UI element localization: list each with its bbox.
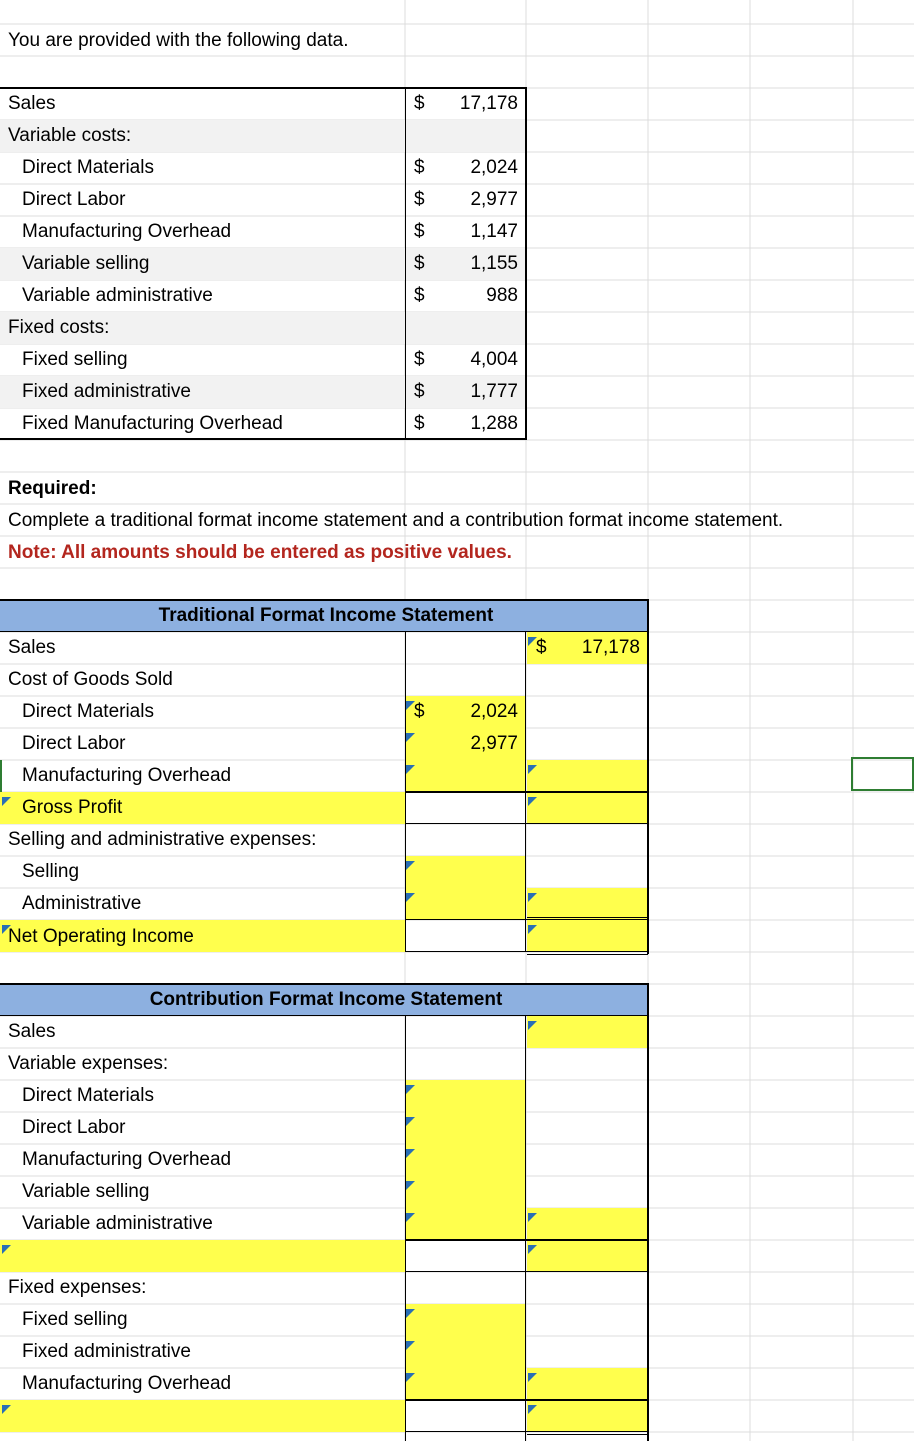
trad-cogs-label: Cost of Goods Sold (8, 669, 173, 690)
table-border (0, 438, 526, 440)
given-fixed-admin-value[interactable]: 1,777 (470, 381, 518, 402)
trad-sales-label: Sales (8, 637, 56, 658)
contrib-direct-labor-label: Direct Labor (22, 1117, 126, 1138)
given-direct-materials-value[interactable]: 2,024 (470, 157, 518, 178)
currency-symbol: $ (414, 189, 425, 210)
table-border (527, 917, 648, 918)
table-border (406, 951, 648, 952)
answer-cell[interactable] (406, 856, 525, 920)
answer-cell[interactable] (527, 1208, 647, 1240)
trad-direct-materials-value[interactable]: 2,024 (470, 701, 518, 722)
cell-dropdown-icon[interactable] (528, 765, 537, 774)
given-fixed-moh-label: Fixed Manufacturing Overhead (22, 413, 283, 434)
trad-selling-label: Selling (22, 861, 80, 882)
given-fixed-moh-value[interactable]: 1,288 (470, 413, 518, 434)
currency-symbol: $ (414, 93, 425, 114)
contrib-manufacturing-overhead-label: Manufacturing Overhead (22, 1149, 232, 1170)
trad-direct-labor-value[interactable]: 2,977 (470, 733, 518, 754)
table-border (525, 87, 527, 440)
given-manufacturing-overhead-label: Manufacturing Overhead (22, 221, 232, 242)
contrib-fixed-selling-label: Fixed selling (22, 1309, 128, 1330)
contrib-variable-admin-label: Variable administrative (22, 1213, 213, 1234)
currency-symbol: $ (414, 253, 425, 274)
currency-symbol: $ (414, 349, 425, 370)
given-fixed-admin-label: Fixed administrative (22, 381, 191, 402)
answer-cell[interactable] (527, 920, 647, 952)
cell-dropdown-icon[interactable] (2, 925, 11, 934)
cell-dropdown-icon[interactable] (406, 1341, 415, 1350)
answer-cell[interactable] (527, 1240, 647, 1272)
cell-dropdown-icon[interactable] (2, 797, 11, 806)
table-border (527, 1434, 648, 1435)
cell-dropdown-icon[interactable] (528, 1405, 537, 1414)
cell-dropdown-icon[interactable] (528, 1245, 537, 1254)
answer-cell[interactable] (0, 1240, 405, 1272)
table-border (405, 87, 406, 440)
table-border (0, 983, 648, 985)
table-border (406, 1431, 648, 1432)
currency-symbol: $ (414, 157, 425, 178)
table-border (406, 1271, 648, 1272)
table-border (406, 791, 648, 793)
trad-manufacturing-overhead-label: Manufacturing Overhead (22, 765, 232, 786)
selected-cell[interactable] (851, 757, 914, 791)
given-variable-costs-label: Variable costs: (8, 125, 132, 146)
answer-cell[interactable] (527, 888, 647, 920)
cell-dropdown-icon[interactable] (2, 1405, 11, 1414)
traditional-title: Traditional Format Income Statement (158, 605, 494, 626)
required-note: Note: All amounts should be entered as positive values. (8, 542, 512, 563)
cell-dropdown-icon[interactable] (528, 797, 537, 806)
cell-dropdown-icon[interactable] (406, 893, 415, 902)
trad-noi-label: Net Operating Income (8, 926, 194, 947)
required-instruction: Complete a traditional format income statement and a contribution format income statement. (8, 510, 784, 531)
currency-symbol: $ (414, 413, 425, 434)
answer-cell[interactable] (527, 1016, 647, 1048)
cell-dropdown-icon[interactable] (528, 1373, 537, 1382)
contrib-variable-expenses-label: Variable expenses: (8, 1053, 169, 1074)
answer-cell[interactable] (406, 1304, 525, 1400)
currency-symbol: $ (414, 381, 425, 402)
contribution-title: Contribution Format Income Statement (149, 989, 503, 1010)
cell-dropdown-icon[interactable] (406, 733, 415, 742)
cell-dropdown-icon[interactable] (528, 1213, 537, 1222)
answer-cell[interactable] (0, 1400, 405, 1432)
table-border (525, 1016, 526, 1441)
table-border (527, 954, 648, 955)
table-border (406, 823, 648, 824)
cell-dropdown-icon[interactable] (406, 1213, 415, 1222)
table-border (406, 1239, 648, 1241)
cell-dropdown-icon[interactable] (2, 1245, 11, 1254)
cell-dropdown-icon[interactable] (406, 1117, 415, 1126)
cell-dropdown-icon[interactable] (406, 1149, 415, 1158)
contrib-variable-selling-label: Variable selling (22, 1181, 150, 1202)
table-border (647, 599, 649, 954)
given-variable-admin-label: Variable administrative (22, 285, 213, 306)
contrib-fixed-expenses-label: Fixed expenses: (8, 1277, 147, 1298)
active-row-marker (0, 760, 2, 792)
contrib-direct-materials-label: Direct Materials (22, 1085, 154, 1106)
answer-cell[interactable] (527, 792, 647, 824)
answer-cell[interactable] (406, 1080, 525, 1240)
given-variable-selling-label: Variable selling (22, 253, 150, 274)
answer-cell[interactable] (527, 1400, 647, 1432)
cell-dropdown-icon[interactable] (528, 1021, 537, 1030)
trad-administrative-label: Administrative (22, 893, 142, 914)
given-direct-materials-label: Direct Materials (22, 157, 154, 178)
currency-symbol: $ (414, 285, 425, 306)
contrib-fixed-admin-label: Fixed administrative (22, 1341, 191, 1362)
cell-dropdown-icon[interactable] (406, 1309, 415, 1318)
contrib-fixed-moh-label: Manufacturing Overhead (22, 1373, 232, 1394)
trad-direct-labor-label: Direct Labor (22, 733, 126, 754)
currency-symbol: $ (536, 637, 547, 658)
cell-dropdown-icon[interactable] (528, 893, 537, 902)
given-variable-selling-value[interactable]: 1,155 (470, 253, 518, 274)
table-border (0, 631, 648, 632)
cell-dropdown-icon[interactable] (528, 925, 537, 934)
trad-sales-value[interactable]: 17,178 (581, 637, 640, 658)
table-border (0, 599, 648, 601)
table-border (0, 87, 526, 89)
cell-dropdown-icon[interactable] (406, 861, 415, 870)
currency-symbol: $ (414, 221, 425, 242)
cell-dropdown-icon[interactable] (406, 701, 415, 710)
given-variable-admin-value[interactable]: 988 (486, 285, 518, 306)
cell-dropdown-icon[interactable] (406, 1181, 415, 1190)
intro-text: You are provided with the following data. (8, 30, 349, 51)
contrib-sales-label: Sales (8, 1021, 56, 1042)
trad-sga-label: Selling and administrative expenses: (8, 829, 317, 850)
given-fixed-selling-label: Fixed selling (22, 349, 128, 370)
cell-dropdown-icon[interactable] (406, 1085, 415, 1094)
given-fixed-costs-label: Fixed costs: (8, 317, 110, 338)
given-fixed-selling-value[interactable]: 4,004 (470, 349, 518, 370)
trad-gross-profit-label: Gross Profit (22, 797, 123, 818)
cell-dropdown-icon[interactable] (406, 765, 415, 774)
table-border (406, 919, 648, 920)
trad-direct-materials-label: Direct Materials (22, 701, 154, 722)
given-sales-value[interactable]: 17,178 (459, 93, 518, 114)
table-border (647, 983, 649, 1441)
answer-cell[interactable] (527, 1368, 647, 1400)
table-border (0, 1015, 648, 1016)
cell-dropdown-icon[interactable] (528, 637, 537, 646)
required-heading: Required: (8, 478, 97, 499)
given-manufacturing-overhead-value[interactable]: 1,147 (470, 221, 518, 242)
table-border (406, 1399, 648, 1401)
given-direct-labor-value[interactable]: 2,977 (470, 189, 518, 210)
given-direct-labor-label: Direct Labor (22, 189, 126, 210)
answer-cell[interactable] (527, 760, 647, 792)
currency-symbol: $ (414, 701, 425, 722)
given-sales-label: Sales (8, 93, 56, 114)
cell-dropdown-icon[interactable] (406, 1373, 415, 1382)
